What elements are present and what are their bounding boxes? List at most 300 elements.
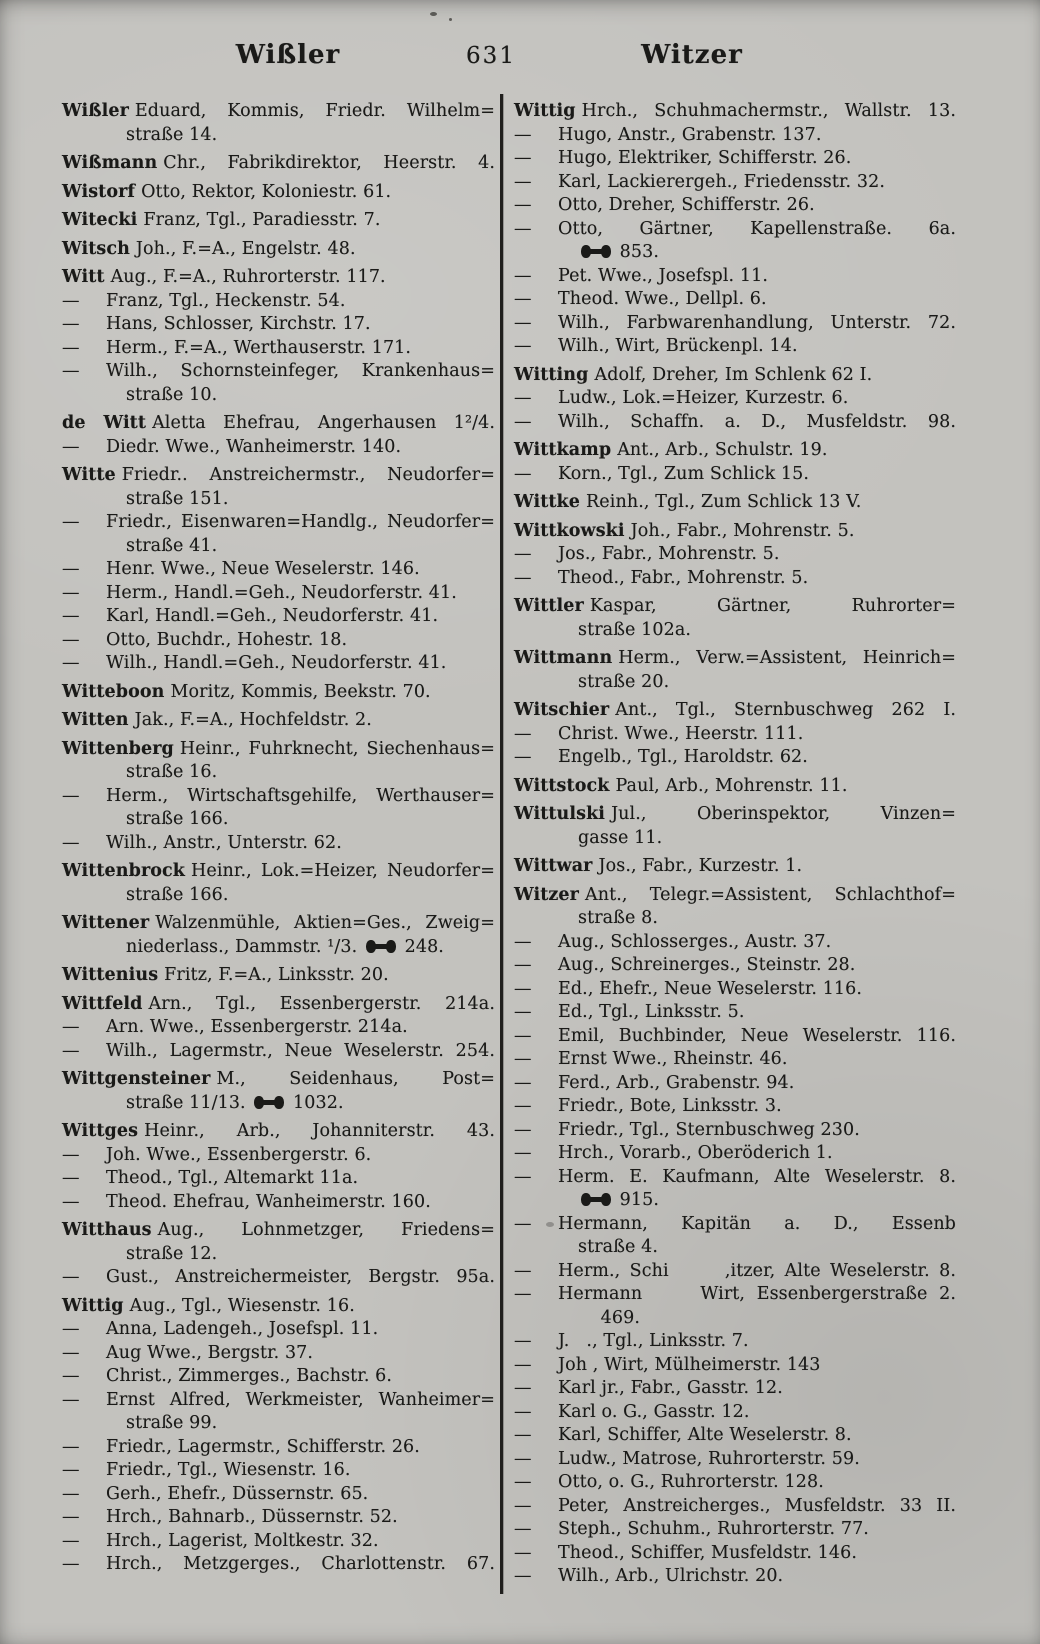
scan-artifact: [449, 18, 452, 21]
directory-entry: [62, 1068, 495, 1115]
surname: Witte: [62, 465, 116, 485]
directory-entry: [62, 337, 495, 361]
directory-entry: [514, 124, 956, 148]
entry-line: — Christ., Zimmerges., Bachstr. 6.: [62, 1365, 495, 1389]
entry-line: — Joh , Wirt, Mülheimerstr. 143: [514, 1354, 956, 1378]
ditto-dash: —: [62, 1191, 80, 1212]
running-head-left: Wißler: [235, 40, 341, 70]
ditto-dash: —: [514, 171, 532, 192]
directory-entry: [62, 511, 495, 558]
entry-line: Wittwar Jos., Fabr., Kurzestr. 1.: [514, 856, 803, 876]
ditto-dash: —: [514, 1495, 532, 1516]
directory-entry: [62, 181, 495, 205]
ditto-dash: —: [514, 1002, 532, 1022]
entry-line: — Wilh., Farbwarenhandlung, Unterstr. 72.: [514, 312, 956, 336]
entry-line: — Friedr., Eisenwaren=Handlg., Neudorfer=: [62, 511, 495, 535]
surname: Wittwar: [514, 856, 593, 876]
entry-line: Witte Friedr.. Anstreichermstr., Neudorfer=: [62, 465, 495, 485]
entry-line: — Ernst Wwe., Rheinstr. 46.: [514, 1048, 956, 1072]
entry-line: — Friedr., Lagermstr., Schifferstr. 26.: [62, 1436, 495, 1460]
entry-line: niederlass., Dammstr. ¹/3. 248.: [126, 936, 444, 957]
directory-entry: [514, 387, 956, 411]
ditto-dash: —: [514, 1284, 532, 1304]
surname: Witting: [514, 364, 589, 385]
directory-entry: [62, 605, 495, 629]
directory-entry: [514, 595, 956, 642]
entry-line: Wittenberg Heinr., Fuhrknecht, Siechenhaus=: [62, 738, 495, 759]
ditto-dash: —: [514, 265, 532, 286]
ditto-dash: —: [514, 544, 532, 564]
directory-entry: [514, 1283, 956, 1330]
ditto-dash: —: [62, 1366, 80, 1386]
entry-line: — Ludw., Matrose, Ruhrorterstr. 59.: [514, 1448, 956, 1472]
surname: Wittulski: [514, 804, 606, 824]
directory-entry: [514, 1377, 956, 1401]
entry-line: Wittener Walzenmühle, Aktien=Ges., Zweig=: [62, 913, 495, 933]
ditto-dash: —: [514, 388, 532, 408]
surname: Wittmann: [514, 648, 613, 668]
directory-entry: [62, 582, 495, 606]
entry-line: — Joh. Wwe., Essenbergerstr. 6.: [62, 1144, 495, 1168]
directory-entry: [62, 652, 495, 676]
page-number: 631: [466, 43, 516, 69]
directory-entry: [62, 1459, 495, 1483]
entry-line: 469.: [578, 1307, 641, 1328]
directory-entry: [514, 1048, 956, 1072]
entry-line: straße 166.: [126, 809, 229, 829]
directory-entry: [514, 439, 956, 463]
entry-line: straße 14.: [126, 124, 218, 145]
directory-entry: [62, 152, 495, 176]
ditto-dash: —: [514, 1072, 532, 1093]
surname: Wittenbrock: [62, 861, 186, 881]
surname: Wittkamp: [514, 440, 612, 460]
surname: Wißler: [62, 101, 129, 121]
entry-line: Witt Aug., F.=A., Ruhrorterstr. 117.: [62, 267, 386, 287]
entry-line: — Anna, Ladengeh., Josefspl. 11.: [62, 1318, 495, 1342]
surname: Wittenberg: [62, 738, 174, 759]
ditto-dash: —: [62, 1507, 80, 1527]
entry-line: — Hans, Schlosser, Kirchstr. 17.: [62, 313, 495, 337]
telephone-icon: [254, 1096, 284, 1109]
entry-line: Wittmann Herm., Verw.=Assistent, Heinrich=: [514, 648, 956, 668]
entry-line: Witzer Ant., Telegr.=Assistent, Schlachthof=: [514, 884, 956, 905]
directory-column-right: [514, 95, 956, 1589]
directory-entry: [514, 931, 956, 955]
directory-entry: [514, 1119, 956, 1143]
ditto-dash: —: [62, 1267, 80, 1287]
entry-line: — Aug., Schlosserges., Austr. 37.: [514, 931, 956, 955]
ditto-dash: —: [514, 1260, 532, 1281]
directory-entry: [514, 543, 956, 567]
ditto-dash: —: [62, 582, 80, 603]
entry-line: straße 16.: [126, 762, 218, 782]
entry-line: Wittgensteiner M., Seidenhaus, Post=: [62, 1069, 495, 1089]
directory-entry: [62, 1295, 495, 1319]
surname: de Witt: [62, 413, 147, 433]
entry-line: Wittke Reinh., Tgl., Zum Schlick 13 V.: [514, 492, 862, 512]
ditto-dash: —: [514, 1213, 532, 1234]
entry-line: — Henr. Wwe., Neue Weselerstr. 146.: [62, 558, 495, 582]
directory-entry: [62, 1144, 495, 1168]
entry-line: Wittkamp Ant., Arb., Schulstr. 19.: [514, 440, 828, 460]
entry-line: — Karl o. G., Gasstr. 12.: [514, 1401, 956, 1425]
entry-line: straße 166.: [126, 884, 229, 905]
entry-line: — Aug Wwe., Bergstr. 37.: [62, 1342, 495, 1366]
ditto-dash: —: [514, 1119, 532, 1140]
directory-entry: [62, 912, 495, 959]
surname: Wittgensteiner: [62, 1069, 211, 1089]
directory-entry: [514, 1072, 956, 1096]
directory-entry: [514, 1166, 956, 1213]
directory-entry: [62, 1389, 495, 1436]
scan-artifact: [430, 12, 437, 16]
entry-line: Witecki Franz, Tgl., Paradiesstr. 7.: [62, 210, 381, 230]
ditto-dash: —: [514, 1143, 532, 1163]
surname: Wittig: [514, 101, 576, 121]
ditto-dash: —: [514, 148, 532, 168]
ditto-dash: —: [62, 653, 80, 673]
surname: Witecki: [62, 210, 138, 230]
entry-line: — Wilh., Anstr., Unterstr. 62.: [62, 832, 495, 856]
entry-line: — Theod., Tgl., Altemarkt 11a.: [62, 1167, 495, 1191]
ditto-dash: —: [514, 955, 532, 975]
directory-entry: [62, 1167, 495, 1191]
entry-line: — Karl, Schiffer, Alte Weselerstr. 8.: [514, 1424, 956, 1448]
entry-line: 853.: [514, 241, 956, 265]
ditto-dash: —: [514, 1378, 532, 1398]
entry-line: — Karl jr., Fabr., Gasstr. 12.: [514, 1377, 956, 1401]
directory-entry: [62, 313, 495, 337]
entry-line: de Witt Aletta Ehefrau, Angerhausen 1²/4.: [62, 413, 496, 433]
directory-entry: [62, 100, 495, 147]
entry-line: straße 151.: [126, 488, 229, 509]
directory-entry: [514, 1142, 956, 1166]
directory-entry: [62, 412, 495, 436]
entry-line: — Hermann, Kapitän a. D., Essenb: [514, 1213, 956, 1237]
directory-entry: [514, 803, 956, 850]
ditto-dash: —: [514, 336, 532, 356]
directory-entry: [62, 558, 495, 582]
ditto-dash: —: [514, 1166, 532, 1187]
ditto-dash: —: [62, 1319, 80, 1339]
directory-entry: [514, 954, 956, 978]
directory-entry: [514, 1213, 956, 1260]
ditto-dash: —: [514, 411, 532, 432]
ditto-dash: —: [514, 124, 532, 145]
entry-line: — Otto, Buchdr., Hohestr. 18.: [62, 629, 495, 653]
ditto-dash: —: [62, 1530, 80, 1551]
entry-line: — Arn. Wwe., Essenbergerstr. 214a.: [62, 1016, 495, 1040]
entry-line: — Wilh., Lagermstr., Neue Weselerstr. 254.: [62, 1040, 495, 1064]
surname: Wittkowski: [514, 520, 625, 541]
entry-line: — Ed., Tgl., Linksstr. 5.: [514, 1001, 956, 1025]
ditto-dash: —: [62, 1436, 80, 1457]
entry-line: — Theod., Schiffer, Musfeldstr. 146.: [514, 1542, 956, 1566]
entry-line: — Otto, Dreher, Schifferstr. 26.: [514, 194, 956, 218]
entry-line: Wittig Hrch., Schuhmachermstr., Wallstr. 13.: [514, 101, 956, 121]
entry-line: — Herm., Wirtschaftsgehilfe, Werthauser=: [62, 785, 495, 809]
entry-line: Wistorf Otto, Rektor, Koloniestr. 61.: [62, 181, 392, 202]
ditto-dash: —: [62, 629, 80, 650]
entry-line: — Gust., Anstreichermeister, Bergstr. 95a.: [62, 1266, 495, 1290]
ditto-dash: —: [514, 1049, 532, 1069]
entry-line: — Hrch., Metzgerges., Charlottenstr. 67.: [62, 1553, 495, 1577]
surname: Wittenius: [62, 965, 159, 985]
directory-entry: [514, 855, 956, 879]
ditto-dash: —: [62, 1040, 80, 1061]
ditto-dash: —: [514, 1566, 532, 1586]
entry-line: Wittulski Jul., Oberinspektor, Vinzen=: [514, 804, 956, 824]
entry-line: — Ludw., Lok.=Heizer, Kurzestr. 6.: [514, 387, 956, 411]
ditto-dash: —: [62, 606, 80, 626]
entry-line: Wißler Eduard, Kommis, Friedr. Wilhelm=: [62, 101, 495, 121]
entry-line: Wittig Aug., Tgl., Wiesenstr. 16.: [62, 1295, 355, 1316]
entry-line: — Hermann Wirt, Essenbergerstraße 2.: [514, 1283, 956, 1307]
entry-line: — Otto, o. G., Ruhrorterstr. 128.: [514, 1471, 956, 1495]
entry-line: Witthaus Aug., Lohnmetzger, Friedens=: [62, 1220, 495, 1240]
directory-entry: [514, 463, 956, 487]
directory-entry: [514, 411, 956, 435]
telephone-icon: [581, 1193, 611, 1206]
ditto-dash: —: [514, 1096, 532, 1116]
ditto-dash: —: [62, 436, 80, 457]
entry-line: — Pet. Wwe., Josefspl. 11.: [514, 265, 956, 289]
ditto-dash: —: [514, 195, 532, 215]
entry-line: — Friedr., Bote, Linksstr. 3.: [514, 1095, 956, 1119]
ditto-dash: —: [514, 567, 532, 588]
ditto-dash: —: [62, 559, 80, 579]
directory-entry: [514, 699, 956, 723]
directory-entry: [514, 884, 956, 931]
entry-line: straße 102a.: [578, 619, 692, 640]
running-head-right: Witzer: [641, 40, 743, 70]
telephone-icon: [581, 245, 611, 258]
directory-entry: [62, 1040, 495, 1064]
surname: Witten: [62, 710, 129, 730]
ditto-dash: —: [62, 1460, 80, 1480]
ditto-dash: —: [62, 314, 80, 334]
directory-entry: [514, 567, 956, 591]
directory-entry: [514, 491, 956, 515]
directory-entry: [62, 266, 495, 290]
ditto-dash: —: [514, 747, 532, 767]
ditto-dash: —: [62, 1144, 80, 1165]
entry-line: — Emil, Buchbinder, Neue Weselerstr. 116.: [514, 1025, 956, 1049]
directory-entry: [62, 1219, 495, 1266]
directory-entry: [62, 1318, 495, 1342]
entry-line: — Steph., Schuhm., Ruhrorterstr. 77.: [514, 1518, 956, 1542]
entry-line: — Hrch., Bahnarb., Düssernstr. 52.: [62, 1506, 495, 1530]
directory-entry: [514, 1495, 956, 1519]
entry-line: Witting Adolf, Dreher, Im Schlenk 62 I.: [514, 364, 873, 385]
surname: Witsch: [62, 238, 130, 259]
entry-line: — Wilh., Arb., Ulrichstr. 20.: [514, 1565, 956, 1589]
directory-entry: [62, 1016, 495, 1040]
ditto-dash: —: [514, 463, 532, 484]
directory-entry: [514, 100, 956, 124]
entry-line: — Hrch., Vorarb., Oberöderich 1.: [514, 1142, 956, 1166]
entry-line: — Aug., Schreinerges., Steinstr. 28.: [514, 954, 956, 978]
surname: Witzer: [514, 884, 579, 905]
directory-entry: [62, 464, 495, 511]
entry-line: — Friedr., Tgl., Wiesenstr. 16.: [62, 1459, 495, 1483]
entry-line: straße 12.: [126, 1243, 218, 1264]
entry-line: — Ernst Alfred, Werkmeister, Wanheimer=: [62, 1389, 495, 1413]
surname: Wißmann: [62, 153, 158, 173]
entry-line: — Korn., Tgl., Zum Schlick 15.: [514, 463, 956, 487]
entry-line: Wittenbrock Heinr., Lok.=Heizer, Neudorfer=: [62, 861, 495, 881]
ditto-dash: —: [62, 1342, 80, 1363]
ditto-dash: —: [514, 218, 532, 239]
entry-line: Witschier Ant., Tgl., Sternbuschweg 262 I.: [514, 700, 956, 720]
entry-line: straße 41.: [126, 535, 218, 556]
ditto-dash: —: [62, 1483, 80, 1504]
surname: Witteboon: [62, 681, 165, 702]
ditto-dash: —: [62, 832, 80, 853]
entry-line: — Gerh., Ehefr., Düssernstr. 65.: [62, 1483, 495, 1507]
ditto-dash: —: [514, 1519, 532, 1539]
directory-entry: [514, 1095, 956, 1119]
ditto-dash: —: [514, 289, 532, 309]
directory-entry: [514, 1424, 956, 1448]
entry-line: Wißmann Chr., Fabrikdirektor, Heerstr. 4.: [62, 153, 495, 173]
directory-entry: [514, 147, 956, 171]
entry-line: — Ferd., Arb., Grabenstr. 94.: [514, 1072, 956, 1096]
directory-entry: [514, 1448, 956, 1472]
directory-entry: [62, 993, 495, 1017]
directory-entry: [514, 1001, 956, 1025]
directory-entry: [514, 265, 956, 289]
surname: Wittges: [62, 1121, 139, 1141]
ditto-dash: —: [62, 1017, 80, 1037]
directory-entry: [62, 1342, 495, 1366]
ditto-dash: —: [514, 1025, 532, 1046]
surname: Witthaus: [62, 1220, 152, 1240]
entry-line: — Peter, Anstreicherges., Musfeldstr. 33 II.: [514, 1495, 956, 1519]
directory-entry: [62, 1191, 495, 1215]
directory-entry: [62, 832, 495, 856]
directory-entry: [514, 1260, 956, 1284]
surname: Witschier: [514, 700, 610, 720]
ditto-dash: —: [62, 785, 80, 806]
entry-line: — Christ. Wwe., Heerstr. 111.: [514, 723, 956, 747]
directory-entry: [62, 681, 495, 705]
entry-line: 915.: [514, 1189, 956, 1213]
directory-entry: [514, 171, 956, 195]
directory-entry: [62, 1483, 495, 1507]
directory-entry: [514, 723, 956, 747]
entry-line: — Herm., F.=A., Werthauserstr. 171.: [62, 337, 495, 361]
entry-line: — Herm., Schi ,itzer, Alte Weselerstr. 8.: [514, 1260, 956, 1284]
directory-entry: [62, 360, 495, 407]
ditto-dash: —: [62, 337, 80, 358]
entry-line: straße 11/13. 1032.: [126, 1092, 344, 1113]
entry-line: — Friedr., Tgl., Sternbuschweg 230.: [514, 1119, 956, 1143]
surname: Wittener: [62, 913, 150, 933]
entry-line: — Otto, Gärtner, Kapellenstraße. 6a.: [514, 218, 956, 242]
entry-line: — Engelb., Tgl., Haroldstr. 62.: [514, 746, 956, 770]
surname: Wittler: [514, 596, 584, 616]
entry-line: — Hugo, Elektriker, Schifferstr. 26.: [514, 147, 956, 171]
ditto-dash: —: [514, 1472, 532, 1492]
directory-entry: [514, 335, 956, 359]
ditto-dash: —: [514, 312, 532, 333]
directory-entry: [514, 1330, 956, 1354]
surname: Wittke: [514, 492, 581, 512]
entry-line: Witteboon Moritz, Kommis, Beekstr. 70.: [62, 681, 431, 702]
surname: Wistorf: [62, 181, 136, 202]
directory-entry: [62, 290, 495, 314]
directory-entry: [514, 1354, 956, 1378]
entry-line: — Jos., Fabr., Mohrenstr. 5.: [514, 543, 956, 567]
entry-line: — Wilh., Schornsteinfeger, Krankenhaus=: [62, 360, 495, 384]
entry-line: straße 10.: [126, 384, 218, 405]
ditto-dash: —: [62, 361, 80, 381]
directory-entry: [514, 775, 956, 799]
directory-entry: [514, 1025, 956, 1049]
directory-entry: [62, 709, 495, 733]
ditto-dash: —: [514, 1542, 532, 1563]
directory-entry: [514, 364, 956, 388]
directory-entry: [514, 1401, 956, 1425]
entry-line: Wittler Kaspar, Gärtner, Ruhrorter=: [514, 596, 956, 616]
surname: Wittig: [62, 1295, 124, 1316]
entry-line: Wittfeld Arn., Tgl., Essenbergerstr. 214a.: [62, 993, 495, 1014]
directory-entry: [514, 520, 956, 544]
directory-entry: [514, 312, 956, 336]
ditto-dash: —: [514, 931, 532, 952]
directory-entry: [514, 1518, 956, 1542]
entry-line: straße 99.: [126, 1413, 218, 1433]
directory-entry: [62, 1120, 495, 1144]
entry-line: — Hrch., Lagerist, Moltkestr. 32.: [62, 1530, 495, 1554]
entry-line: straße 20.: [578, 671, 670, 692]
entry-line: Wittges Heinr., Arb., Johanniterstr. 43.: [62, 1121, 495, 1141]
entry-line: — Theod. Wwe., Dellpl. 6.: [514, 288, 956, 312]
directory-entry: [62, 238, 495, 262]
directory-entry: [62, 860, 495, 907]
entry-line: — J. ., Tgl., Linksstr. 7.: [514, 1330, 956, 1354]
scan-artifact: [546, 1222, 554, 1227]
directory-entry: [514, 746, 956, 770]
entry-line: straße 8.: [578, 908, 659, 928]
entry-line: Witten Jak., F.=A., Hochfeldstr. 2.: [62, 710, 372, 730]
directory-entry: [514, 1565, 956, 1589]
entry-line: — Diedr. Wwe., Wanheimerstr. 140.: [62, 436, 495, 460]
directory-entry: [62, 1436, 495, 1460]
ditto-dash: —: [62, 290, 80, 311]
telephone-icon: [366, 940, 396, 953]
column-divider-rule: [500, 94, 503, 1594]
directory-entry: [514, 1542, 956, 1566]
entry-line: — Theod., Fabr., Mohrenstr. 5.: [514, 567, 956, 591]
directory-entry: [62, 785, 495, 832]
entry-line: — Wilh., Wirt, Brückenpl. 14.: [514, 335, 956, 359]
surname: Wittstock: [514, 775, 610, 796]
ditto-dash: —: [62, 1168, 80, 1188]
entry-line: — Wilh., Schaffn. a. D., Musfeldstr. 98.: [514, 411, 956, 435]
directory-entry: [514, 194, 956, 218]
entry-line: — Wilh., Handl.=Geh., Neudorferstr. 41.: [62, 652, 495, 676]
directory-entry: [62, 1266, 495, 1290]
entry-line: Wittenius Fritz, F.=A., Linksstr. 20.: [62, 965, 389, 985]
directory-entry: [62, 964, 495, 988]
entry-line: — Theod. Ehefrau, Wanheimerstr. 160.: [62, 1191, 495, 1215]
directory-entry: [62, 1553, 495, 1577]
directory-entry: [514, 218, 956, 265]
entry-line: Wittstock Paul, Arb., Mohrenstr. 11.: [514, 775, 848, 796]
